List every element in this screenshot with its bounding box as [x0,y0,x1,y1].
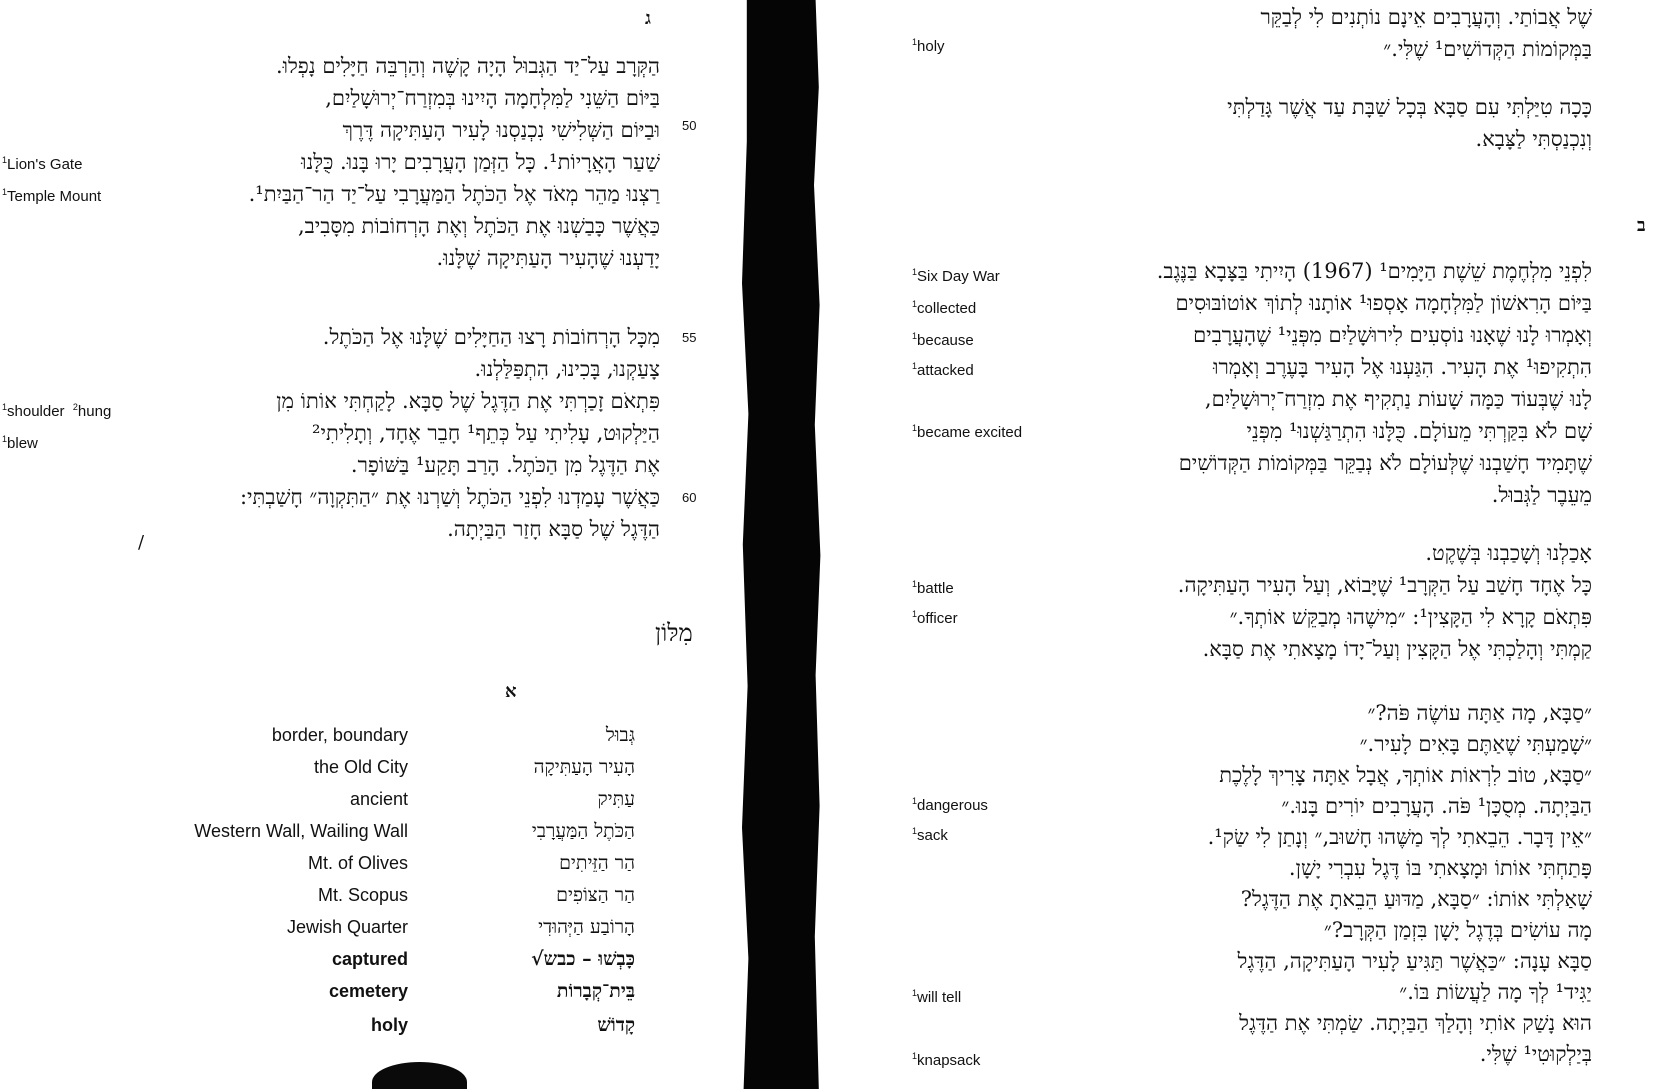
text-line: שָׁאַלְתִּי אוֹתוֹ: ״סַבָּא, מַדּוּעַ הֵבֵאתָ אֶת הַדֶּגֶל? [1240,887,1592,911]
vocab-row [150,784,670,814]
vocab-en: cemetery [328,981,408,1001]
vocab-en: the Old City [313,757,408,777]
gloss-blew: $^1$blew [2,434,38,452]
text-line: מִכָּל הָרְחוֹבוֹת רָצוּ הַחַיָּלִים שֶׁלָּנוּ אֶל הַכֹּתֶל. [322,325,660,349]
vocab-row [150,944,670,974]
vocab-row [150,848,670,878]
vocab-he: קָדוֹשׁ [597,1014,635,1036]
gloss-lions-gate: $^1$Lion's Gate [2,155,83,173]
vocab-en: Mt. Scopus [317,885,408,905]
text-line: בַּיּוֹם הָרִאשׁוֹן לַמִּלְחָמָה אָסְפוּ¹ אוֹתָנוּ לְתוֹךְ אוֹטוֹבּוּסִים [1175,291,1592,315]
text-line: יַגִּיד¹ לְךָ מָה לַעֲשׂוֹת בּוֹ.״ [1399,980,1592,1004]
vocab-row [150,720,670,750]
text-line: הַקְּרָב עַל־יַד הַגְּבוּל הָיָה קָשֶׁה וְהַרְבֵּה חַיָּלִים נָפְלוּ. [275,54,660,78]
gloss-will-tell: $^1$will tell [912,988,962,1006]
vocab-he: בֵּית־קְבָרוֹת [556,980,635,1002]
vocab-en: Western Wall, Wailing Wall [194,821,408,841]
book-spine-shadow [742,0,822,1089]
text-line: כַּאֲשֶׁר כָּבַשְׁנוּ אֶת הַכֹּתֶל וְאֶת הָרְחוֹבוֹת מִסָּבִיב, [297,214,660,238]
text-line: שֶׁל אֲבוֹתַי. וְהָעֲרָבִים אֵינָם נוֹתְנִים לִי לְבַקֵּר [1260,5,1592,29]
text-line: הוּא נָשַׁק אוֹתִי וְהָלַךְ הַבַּיְתָה. שַׂמְתִּי אֶת הַדֶּגֶל [1239,1011,1592,1035]
text-line: הַדֶּגֶל שֶׁל סַבָּא חָזַר הַבַּיְתָה. [447,517,660,541]
text-line: לָנוּ שֶׁבְּעוֹד כַּמָּה שָׁעוֹת נַתְקִיף אֶת מִזְרַח־יְרוּשָׁלַיִם, [1204,387,1592,411]
gloss-shoulder-hung: $^1$shoulder $^2$hung [2,402,112,420]
vocab-en: ancient [349,789,408,809]
gloss-collected: $^1$collected [912,299,977,317]
text-line: לִפְנֵי מִלְחֶמֶת שֵׁשֶׁת הַיָּמִים¹ (1967) הָיִיתִי בַּצָּבָא בַּנֶּגֶב. [1156,259,1592,283]
text-line: אָכַלְנוּ וְשָׁכַבְנוּ בְּשֶׁקֶט. [1425,541,1592,565]
text-line: אֶת הַדֶּגֶל מִן הַכֹּתֶל. הָרַב תָּקַע¹ בַּשּׁוֹפָר. [350,453,660,477]
text-line: פָּתַחְתִּי אוֹתוֹ וּמָצָאתִי בּוֹ דֶּגֶל עִבְרִי יָשָׁן. [1288,856,1592,880]
line-number: 60 [682,490,697,505]
gloss-because: $^1$because [912,331,974,349]
vocab-he: הַר הַצּוֹפִים [556,884,635,906]
vocab-title: מִלּוֹן [655,619,693,647]
vocab-en: border, boundary [271,725,408,745]
gloss-officer: $^1$officer [912,609,958,627]
text-line: ״סַבָּא, טוֹב לִרְאוֹת אוֹתְךָ, אֲבָל אַתָּה צָרִיךְ לָלֶכֶת [1219,763,1592,787]
vocab-row [150,880,670,910]
gloss-battle: $^1$battle [912,579,954,597]
gloss-attacked: $^1$attacked [912,361,974,379]
section-letter-gimel: ג [645,8,651,29]
line-number: 50 [682,118,697,133]
text-line: מָה עוֹשִׂים בְּדֶגֶל יָשָׁן בִּזְמַן הַקְּרָב?״ [1323,918,1592,942]
stray-mark: / [138,532,145,553]
vocab-en: Mt. of Olives [307,853,408,873]
text-line: צָעַקְנוּ, בָּכִינוּ, הִתְפַּלַּלְנוּ. [474,357,660,381]
gloss-knapsack: $^1$knapsack [912,1051,981,1069]
gloss-became-excited: $^1$became excited [912,423,1023,441]
text-line: שֶׁתָּמִיד חָשַׁבְנוּ שֶׁלְּעוֹלָם לֹא נְבַקֵּר בַּמְּקוֹמוֹת הַקְּדוֹשִׁים [1178,451,1592,475]
text-line: וְאָמְרוּ לָנוּ שֶׁאָנוּ נוֹסְעִים לִירוּשָׁלַיִם מִפְּנֵי¹ שֶׁהָעֲרָבִים [1193,323,1592,347]
vocab-he: הַר הַזֵּיתִים [559,852,635,874]
gloss-holy: $^1$holy [912,37,945,55]
text-line: וְנִכְנַסְתִּי לַצָּבָא. [1475,127,1592,151]
text-line: כָּכָה טִיַּלְתִּי עִם סַבָּא בְּכָל שַׁבָּת עַד אֲשֶׁר גָּדַלְתִּי [1227,95,1592,119]
section-letter-bet: ב [1637,215,1646,236]
ink-blot [372,1062,467,1089]
text-line: מֵעֵבֶר לַגְּבוּל. [1491,483,1592,507]
vocab-row [150,752,670,782]
text-line: הִתְקִיפוּ¹ אֶת הָעִיר. הִגַּעְנוּ אֶל הָעִיר בָּעֶרֶב וְאָמְרוּ [1213,355,1592,379]
text-line: פִּתְאֹם זָכַרְתִּי אֶת הַדֶּגֶל שֶׁל סַבָּא. לָקַחְתִּי אוֹתוֹ מִן [276,389,660,413]
text-line: ״סַבָּא, מָה אַתָּה עוֹשֶׂה פֹּה?״ [1367,701,1592,725]
text-line: שָׁם לֹא בִּקַּרְתִּי מֵעוֹלָם. כֻּלָּנוּ הִתְרַגַּשְׁנוּ¹ מִפְּנֵי [1246,419,1592,443]
line-number: 55 [682,330,697,345]
vocab-row [150,816,670,846]
text-line: רַצְנוּ מַהֵר מְאֹד אֶל הַכֹּתֶל הַמַּעֲרָבִי עַל־יַד הַר־הַבַּיִת¹. [248,182,660,206]
vocab-en: Jewish Quarter [286,917,408,937]
text-line: יָדַעְנוּ שֶׁהָעִיר הָעַתִּיקָה שֶׁלָּנוּ. [436,246,660,270]
text-line: בְּיַלְקוּטִי¹ שֶׁלִּי. [1479,1042,1592,1066]
vocab-en: captured [331,949,408,969]
vocab-letter-alef: א [505,681,517,702]
text-line: סַבָּא עָנָה: ״כַּאֲשֶׁר תַּגִּיעַ לָעִיר הָעַתִּיקָה, הַדֶּגֶל [1237,949,1592,973]
vocab-he: כָּבְשׁוּ – כבש√ [531,948,635,970]
vocab-row [150,1010,670,1040]
text-line: הַיַּלְקוּט, עָלִיתִי עַל כְּתֵף¹ חָבֵר אֶחָד, וְתָלִיתִי² [312,421,660,445]
right-page [822,0,1654,1089]
vocab-he: גְּבוּל [605,724,635,746]
gloss-sack: $^1$sack [912,826,948,844]
left-page [0,0,742,1089]
gloss-six-day-war: $^1$Six Day War [912,267,1000,285]
text-line: בַּיּוֹם הַשֵּׁנִי לַמִּלְחָמָה הָיִינוּ בְּמִזְרַח־יְרוּשָׁלַיִם, [325,86,660,110]
text-line: פִּתְאֹם קָרָא לִי הַקָּצִין¹: ״מִישֶׁהוּ מְבַקֵּשׁ אוֹתְךָ.״ [1229,605,1592,629]
text-line: וּבַיּוֹם הַשְּׁלִישִׁי נִכְנַסְנוּ לָעִיר הָעַתִּיקָה דֶּרֶךְ [342,118,660,142]
vocab-row [150,912,670,942]
text-line: שַׁעַר הָאֲרָיוֹת¹. כָּל הַזְּמַן הָעֲרָבִים יָרוּ בָּנוּ. כֻּלָּנוּ [301,150,660,174]
vocab-he: הָעִיר הָעַתִּיקָה [533,756,635,778]
text-line: הַבַּיְתָה. מְסֻכָּן¹ פֹּה. הָעֲרָבִים יוֹרִים בָּנוּ.״ [1281,794,1592,818]
vocab-row [150,976,670,1006]
text-line: ״שָׁמַעְתִּי שֶׁאַתֶּם בָּאִים לָעִיר.״ [1359,732,1592,756]
vocab-he: עַתִּיק [597,788,635,810]
text-line: ״אֵין דָּבָר. הֵבֵאתִי לְךָ מַשֶּׁהוּ חָשׁוּב,״ וְנָתַן לִי שַׂק¹. [1207,825,1592,849]
gloss-dangerous: $^1$dangerous [912,796,988,814]
gloss-temple-mount: $^1$Temple Mount [2,187,102,205]
vocab-he: הַכֹּתֶל הַמַּעֲרָבִי [531,820,635,842]
text-line: בַּמְּקוֹמוֹת הַקְּדוֹשִׁים¹ שֶׁלִּי.״ [1383,37,1592,61]
vocab-he: הָרוֹבַע הַיְּהוּדִי [538,916,635,938]
text-line: קַמְתִּי וְהָלַכְתִּי אֶל הַקָּצִין וְעַל־יָדוֹ מָצָאתִי אֶת סַבָּא. [1202,637,1592,661]
text-line: כַּאֲשֶׁר עָמַדְנוּ לִפְנֵי הַכֹּתֶל וְשַׁרְנוּ אֶת ״הַתִּקְוָה״ חָשַׁבְתִּי: [239,485,660,509]
text-line: כָּל אֶחָד חָשַׁב עַל הַקְּרָב¹ שֶׁיָּבוֹא, וְעַל הָעִיר הָעַתִּיקָה. [1177,573,1592,597]
vocab-en: holy [370,1015,408,1035]
